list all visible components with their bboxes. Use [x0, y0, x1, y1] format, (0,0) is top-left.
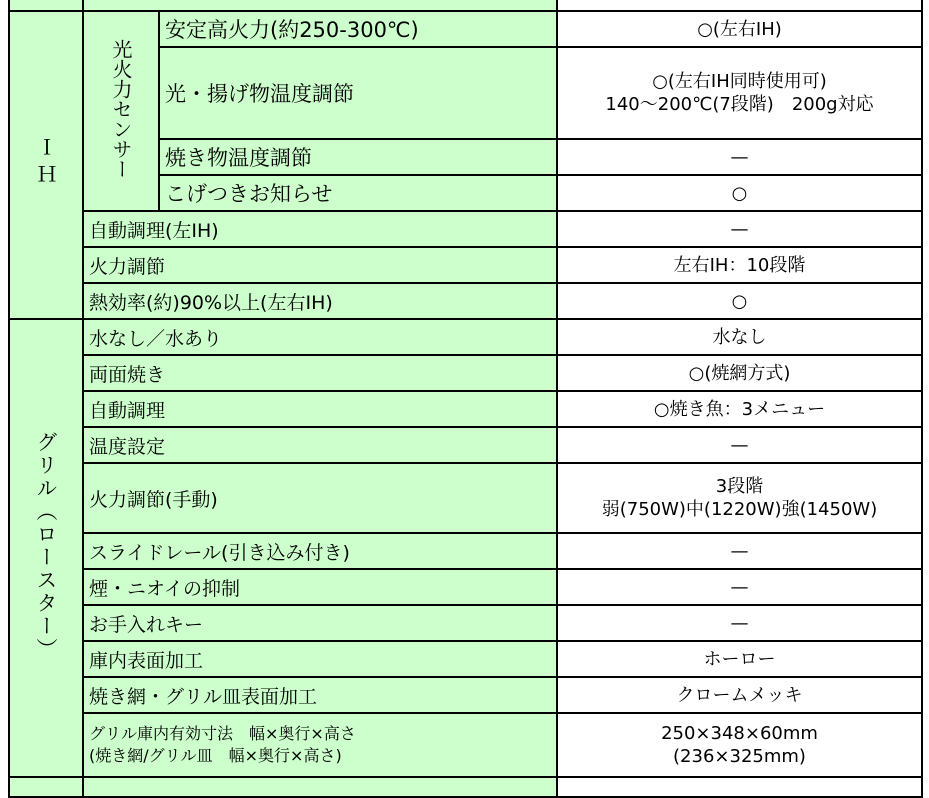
table-row — [9, 569, 922, 605]
previous-label-cell — [83, 0, 557, 11]
row-value: — — [557, 211, 922, 247]
table-row — [9, 427, 922, 463]
row-value: 左右IH：10段階 — [557, 247, 922, 283]
table-row — [9, 247, 922, 283]
table-row — [9, 605, 922, 641]
row-label: 庫内表面加工 — [83, 641, 557, 677]
row-value: — — [557, 533, 922, 569]
row-value: 水なし — [557, 319, 922, 355]
row-value: ○ — [557, 175, 922, 211]
row-value: ○ — [557, 283, 922, 319]
row-label: こげつきお知らせ — [159, 175, 557, 211]
table-row — [9, 211, 922, 247]
next-label-cell — [83, 777, 557, 797]
table-row — [9, 713, 922, 777]
row-label: 焼き物温度調節 — [159, 139, 557, 175]
row-label: 水なし／水あり — [83, 319, 557, 355]
previous-value-cell — [557, 0, 922, 11]
next-value-cell — [557, 777, 922, 797]
sensor-group-cell — [83, 11, 159, 211]
row-value: — — [557, 605, 922, 641]
row-label: 焼き網・グリル皿表面加工 — [83, 677, 557, 713]
row-value: ○焼き魚：3メニュー — [557, 391, 922, 427]
row-label: 両面焼き — [83, 355, 557, 391]
row-label: 熱効率(約)90%以上(左右IH) — [83, 283, 557, 319]
row-value: クロームメッキ — [557, 677, 922, 713]
table-row — [9, 11, 922, 47]
table-row — [9, 533, 922, 569]
row-label: グリル庫内有効寸法 幅×奥行×高さ (焼き網/グリル皿 幅×奥行×高さ) — [83, 713, 557, 777]
table-row — [9, 0, 922, 11]
row-label: 安定高火力(約250‐300℃) — [159, 11, 557, 47]
row-label: スライドレール(引き込み付き) — [83, 533, 557, 569]
table-row — [9, 283, 922, 319]
table-row — [9, 463, 922, 533]
ih-category-cell — [9, 11, 83, 319]
previous-section-cell — [9, 0, 83, 11]
row-label: 温度設定 — [83, 427, 557, 463]
row-value: — — [557, 427, 922, 463]
row-value: ○(焼網方式) — [557, 355, 922, 391]
table-row — [9, 319, 922, 355]
row-value: ホーロー — [557, 641, 922, 677]
row-label: 自動調理(左IH) — [83, 211, 557, 247]
row-label: 火力調節(手動) — [83, 463, 557, 533]
row-value: ○(左右IH) — [557, 11, 922, 47]
row-value: 3段階 弱(750W)中(1220W)強(1450W) — [557, 463, 922, 533]
table-row — [9, 641, 922, 677]
row-label: お手入れキー — [83, 605, 557, 641]
row-label: 煙・ニオイの抑制 — [83, 569, 557, 605]
table-row — [9, 391, 922, 427]
row-value: — — [557, 569, 922, 605]
row-label: 火力調節 — [83, 247, 557, 283]
row-label: 光・揚げ物温度調節 — [159, 47, 557, 139]
table-row — [9, 355, 922, 391]
table-row — [9, 677, 922, 713]
row-label: 自動調理 — [83, 391, 557, 427]
spec-table — [8, 0, 923, 798]
row-value: — — [557, 139, 922, 175]
row-value: ○(左右IH同時使用可) 140～200℃(7段階) 200g対応 — [557, 47, 922, 139]
sensor-group-label: 光火力センサー — [109, 39, 133, 179]
grill-category-cell — [9, 319, 83, 777]
row-value: 250×348×60mm (236×325mm) — [557, 713, 922, 777]
ih-category-label: ＩＨ — [34, 136, 58, 190]
table-row — [9, 777, 922, 797]
grill-category-label: グリル（ロースター） — [34, 431, 58, 661]
next-section-cell — [9, 777, 83, 797]
